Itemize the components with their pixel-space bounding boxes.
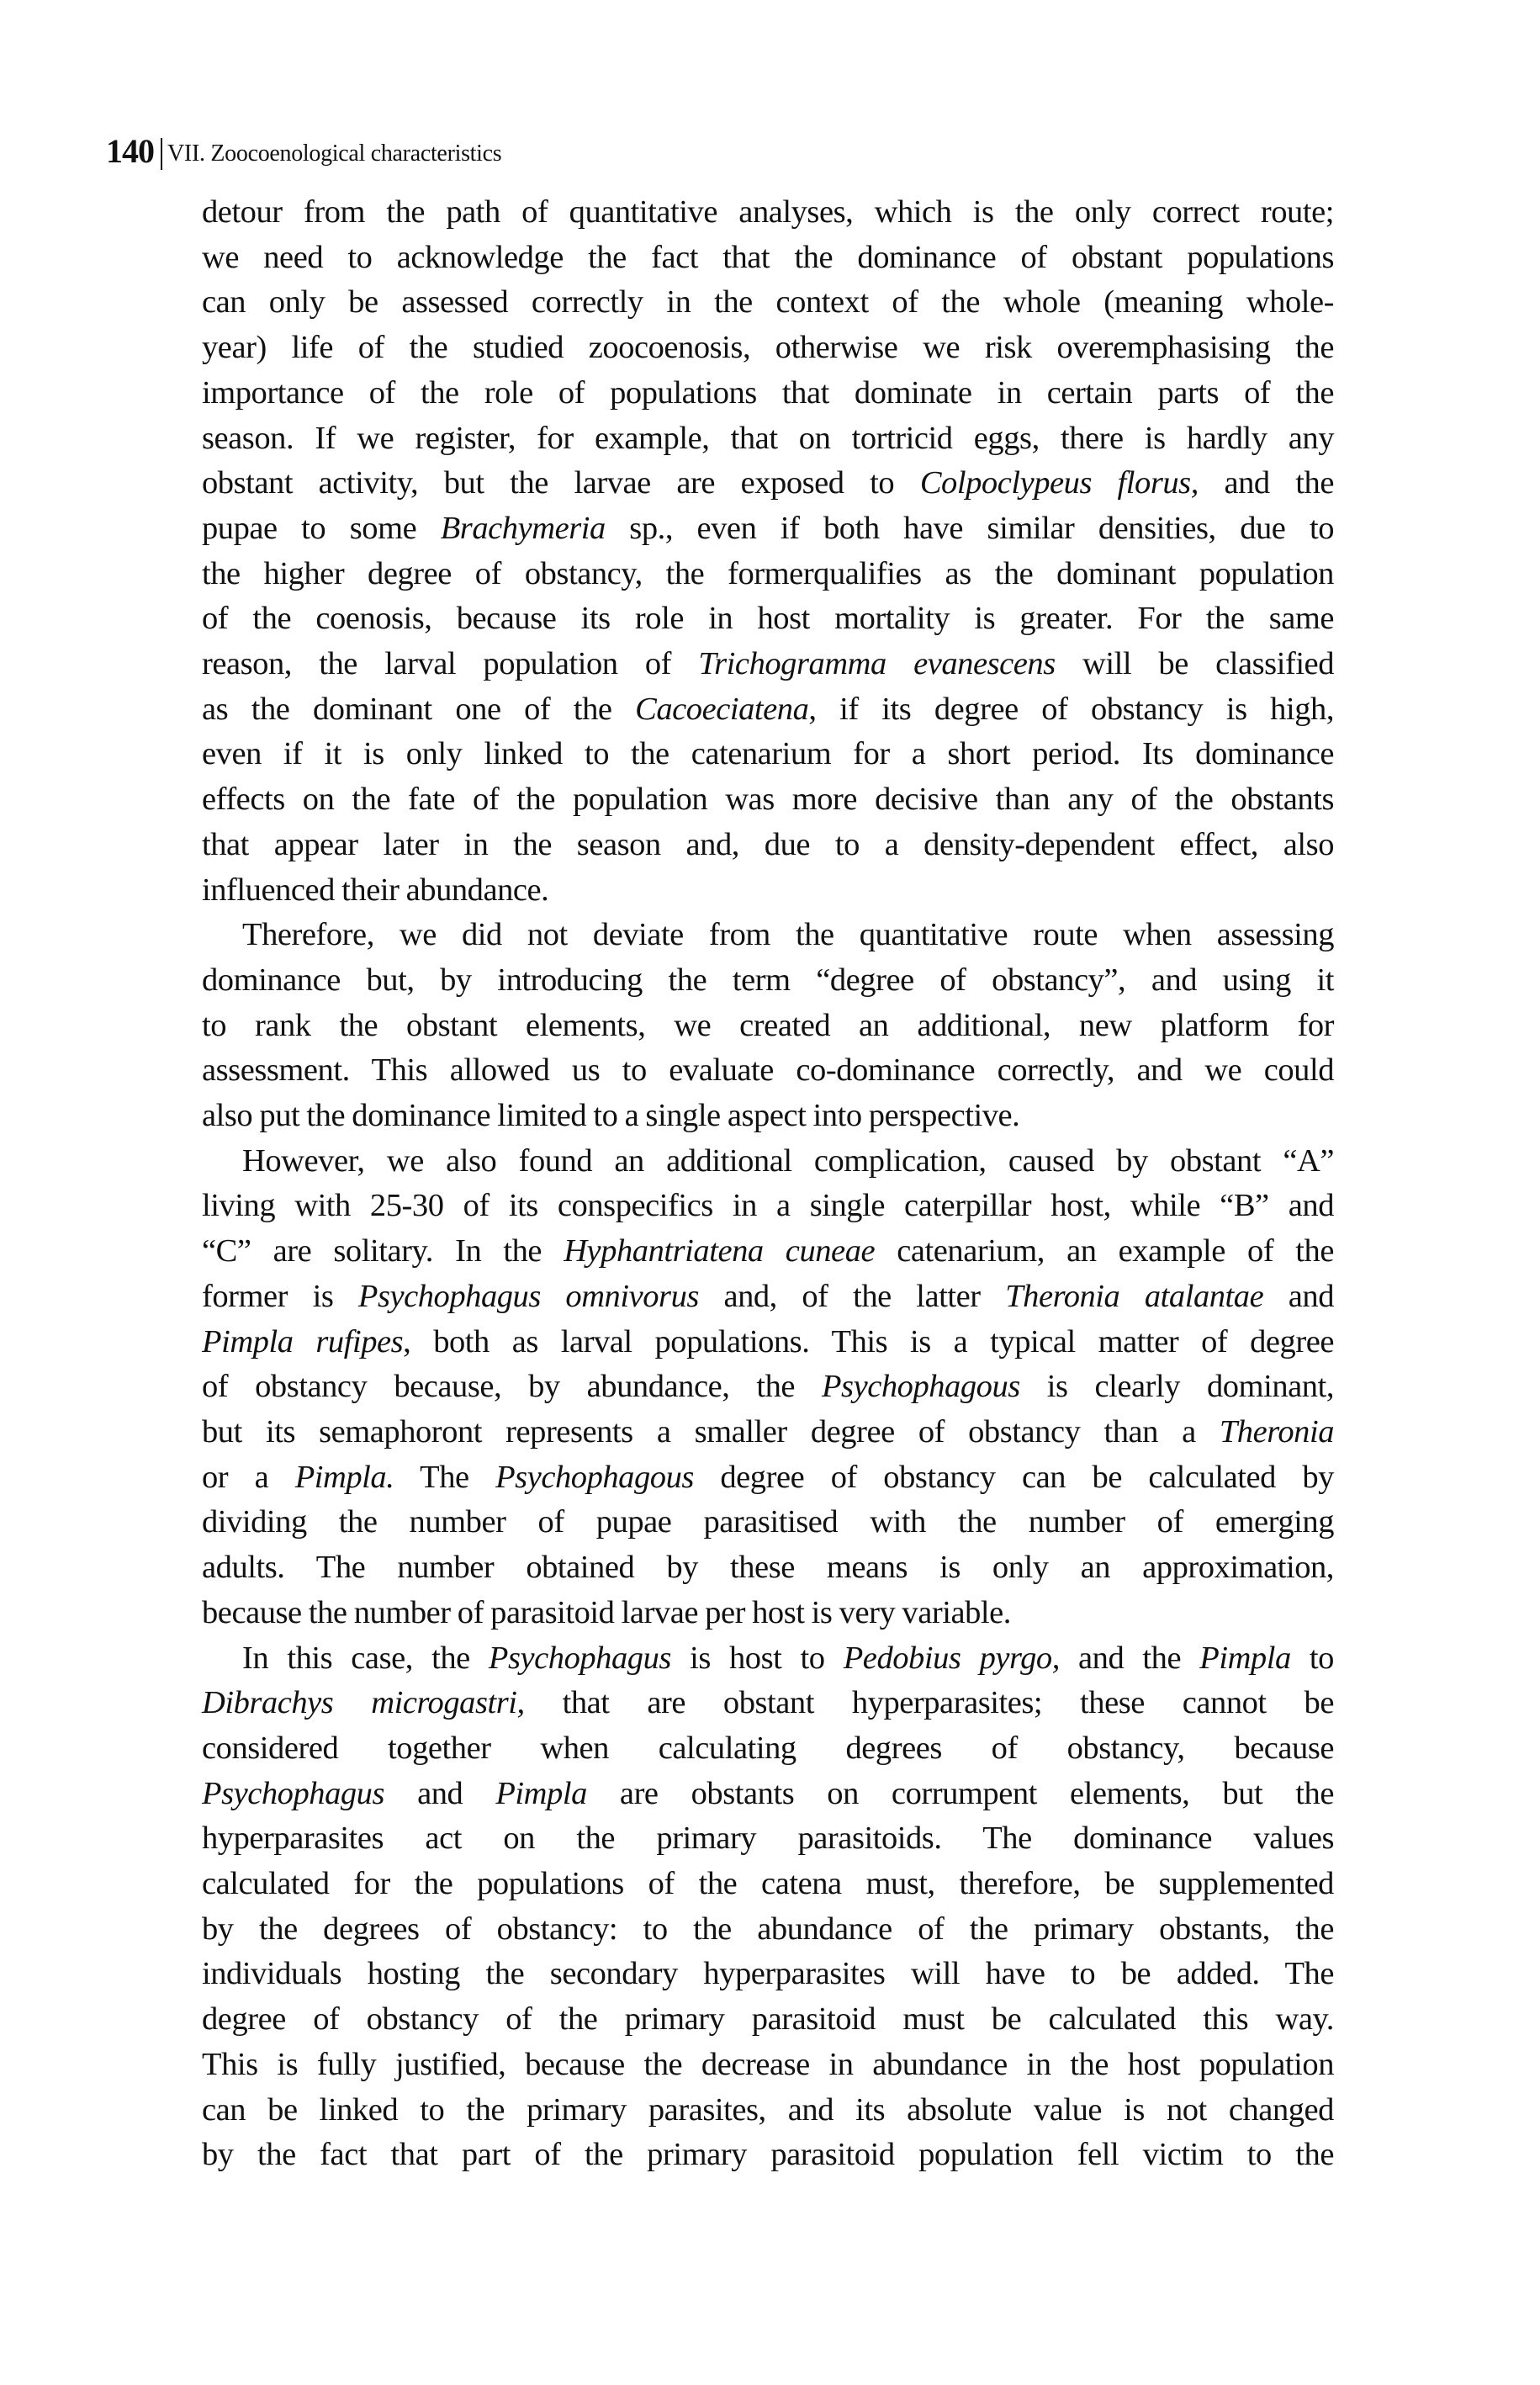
italic-taxon: Psychophagus omnivorus [357, 1278, 699, 1314]
italic-taxon: Pedobius pyrgo, [843, 1640, 1060, 1676]
text-line [202, 1455, 1334, 1501]
text-line [202, 1275, 1334, 1320]
text-run: of obstancy because, by abundance, the [202, 1369, 822, 1405]
italic-taxon: Cacoeciatena [635, 691, 809, 727]
text-line [202, 2088, 1334, 2133]
text-line [202, 1184, 1334, 1229]
text-run: we need to acknowledge the fact that the dominance of obstant populations [202, 239, 1334, 275]
header-divider [161, 138, 162, 170]
paragraph [202, 190, 1334, 913]
text-line [202, 1094, 1334, 1139]
text-run: This is fully justified, because the decrease in abundance in the host population [202, 2046, 1334, 2082]
text-run: dividing the number of pupae parasitised with the number of emerging [202, 1504, 1334, 1540]
text-run: obstant activity, but the larvae are exposed to [202, 465, 920, 501]
text-run: influenced their abundance. [202, 872, 549, 908]
text-run: detour from the path of quantitative analyses, which is the only correct route; [202, 194, 1334, 230]
text-run: effects on the fate of the population was more decisive than any of the obstants [202, 782, 1334, 818]
text-line [202, 732, 1334, 777]
text-run: individuals hosting the secondary hyperparasites will have to be added. The [202, 1956, 1334, 1992]
text-run: and, of the latter [698, 1278, 1006, 1314]
text-line [202, 461, 1334, 506]
italic-taxon: Colpoclypeus florus, [919, 465, 1199, 501]
text-run: will be classified [1055, 646, 1334, 682]
text-run: that are obstant hyperparasites; these cannot be [524, 1685, 1334, 1721]
italic-taxon: Psychophagus [202, 1775, 385, 1811]
italic-taxon: Psychophagous [495, 1459, 694, 1495]
text-run: In this case, the [242, 1640, 489, 1676]
text-run: former is [202, 1278, 358, 1314]
text-run: , if its degree of obstancy is high, [808, 691, 1334, 727]
page-number: 140 [106, 132, 154, 170]
text-run: pupae to some [202, 510, 441, 546]
paragraph [202, 1139, 1334, 1636]
text-line [202, 596, 1334, 642]
text-run: is clearly dominant, [1019, 1369, 1334, 1405]
text-line [202, 823, 1334, 868]
text-line [202, 1952, 1334, 1997]
text-run: , both as larval populations. This is a typical matter of degree [403, 1323, 1334, 1359]
text-run: “C” are solitary. In the [202, 1233, 564, 1269]
text-run: and the [1198, 465, 1334, 501]
text-line [202, 1681, 1334, 1726]
text-run: that appear later in the season and, due to a density-dependent effect, also [202, 826, 1334, 862]
text-line [202, 236, 1334, 281]
text-line [202, 280, 1334, 326]
text-run: are obstants on corrumpent elements, but the [586, 1775, 1334, 1811]
italic-taxon: Pimpla. [294, 1459, 394, 1495]
text-line [202, 777, 1334, 823]
text-run: degree of obstancy can be calculated by [693, 1459, 1334, 1495]
text-line [202, 1772, 1334, 1817]
text-run: importance of the role of populations that dominate in certain parts of the [202, 374, 1334, 411]
italic-taxon: Pimpla [1199, 1640, 1291, 1676]
italic-taxon: Trichogramma evanescens [698, 646, 1056, 682]
text-line [202, 1320, 1334, 1365]
text-line [202, 190, 1334, 236]
italic-taxon: Pimpla [495, 1775, 587, 1811]
text-run: The [394, 1459, 496, 1495]
text-line [202, 506, 1334, 552]
text-run: or a [202, 1459, 295, 1495]
text-run: assessment. This allowed us to evaluate co-dominance correctly, and we could [202, 1052, 1334, 1089]
text-line [202, 1004, 1334, 1049]
text-run: and [1263, 1278, 1335, 1314]
italic-taxon: Pimpla rufipes [202, 1323, 404, 1359]
text-line [202, 1591, 1334, 1636]
text-line [202, 552, 1334, 597]
text-run: However, we also found an additional complication, caused by obstant “A” [242, 1142, 1334, 1179]
text-run: catenarium, an example of the [875, 1233, 1334, 1269]
text-run: and the [1059, 1640, 1200, 1676]
text-run: calculated for the populations of the catena must, therefore, be supplemented [202, 1866, 1334, 1902]
text-line [202, 958, 1334, 1004]
text-line [202, 1862, 1334, 1907]
italic-taxon: Dibrachys microgastri, [202, 1685, 525, 1721]
paragraph [202, 1636, 1334, 2178]
paragraph [202, 913, 1334, 1139]
text-run: living with 25-30 of its conspecifics in a single caterpillar host, while “B” and [202, 1188, 1334, 1224]
italic-taxon: Theronia [1219, 1413, 1334, 1450]
text-line [202, 868, 1334, 914]
text-line [202, 1500, 1334, 1545]
text-run: by the fact that part of the primary parasitoid population fell victim to the [202, 2137, 1334, 2173]
text-line [202, 1410, 1334, 1455]
text-line [202, 1726, 1334, 1772]
text-line [202, 1907, 1334, 1953]
text-run: Therefore, we did not deviate from the quantitative route when assessing [242, 917, 1334, 953]
text-line [202, 1545, 1334, 1591]
text-run: dominance but, by introducing the term “degree of obstancy”, and using it [202, 962, 1334, 998]
text-line [202, 2043, 1334, 2088]
text-line [202, 326, 1334, 371]
text-run: adults. The number obtained by these means is only an approximation, [202, 1550, 1334, 1586]
text-line [202, 416, 1334, 462]
text-run: and [384, 1775, 496, 1811]
text-run: by the degrees of obstancy: to the abundance of the primary obstants, the [202, 1911, 1334, 1947]
italic-taxon: Psychophagous [821, 1369, 1020, 1405]
text-run: as the dominant one of the [202, 691, 636, 727]
text-run: can only be assessed correctly in the context of the whole (meaning whole- [202, 284, 1334, 321]
text-line [202, 913, 1334, 958]
text-run: of the coenosis, because its role in host mortality is greater. For the same [202, 601, 1334, 637]
text-run: can be linked to the primary parasites, and its absolute value is not changed [202, 2091, 1334, 2128]
text-run: but its semaphoront represents a smaller degree of obstancy than a [202, 1413, 1220, 1450]
running-header [106, 128, 501, 168]
text-line [202, 1636, 1334, 1682]
text-line [202, 1997, 1334, 2043]
text-line [202, 1139, 1334, 1185]
italic-taxon: Theronia atalantae [1005, 1278, 1264, 1314]
text-run: sp., even if both have similar densities, due to [605, 510, 1335, 546]
text-run: the higher degree of obstancy, the formerqualifies as the dominant population [202, 555, 1334, 591]
text-run: to [1290, 1640, 1334, 1676]
text-run: season. If we register, for example, that on tortricid eggs, there is hardly any [202, 420, 1334, 456]
text-line [202, 687, 1334, 733]
text-run: reason, the larval population of [202, 646, 699, 682]
text-run: also put the dominance limited to a single aspect into perspective. [202, 1098, 1020, 1134]
text-line [202, 1816, 1334, 1862]
text-line [202, 642, 1334, 687]
text-run: is host to [670, 1640, 844, 1676]
text-line [202, 371, 1334, 416]
text-run: hyperparasites act on the primary parasitoids. The dominance values [202, 1821, 1334, 1857]
italic-taxon: Brachymeria [440, 510, 606, 546]
text-line [202, 1048, 1334, 1094]
body-text [202, 190, 1334, 2178]
text-run: considered together when calculating degrees of obstancy, because [202, 1730, 1334, 1766]
italic-taxon: Psychophagus [488, 1640, 671, 1676]
text-run: even if it is only linked to the catenarium for a short period. Its dominance [202, 736, 1334, 772]
text-line [202, 2133, 1334, 2178]
chapter-title: VII. Zoocoenological characteristics [167, 140, 502, 167]
text-run: to rank the obstant elements, we created an additional, new platform for [202, 1007, 1334, 1043]
text-run: degree of obstancy of the primary parasitoid must be calculated this way. [202, 2001, 1334, 2038]
text-line [202, 1229, 1334, 1275]
text-run: year) life of the studied zoocoenosis, otherwise we risk overemphasising the [202, 330, 1334, 366]
text-run: because the number of parasitoid larvae per host is very variable. [202, 1594, 1011, 1630]
text-line [202, 1365, 1334, 1410]
italic-taxon: Hyphantriatena cuneae [564, 1233, 876, 1269]
